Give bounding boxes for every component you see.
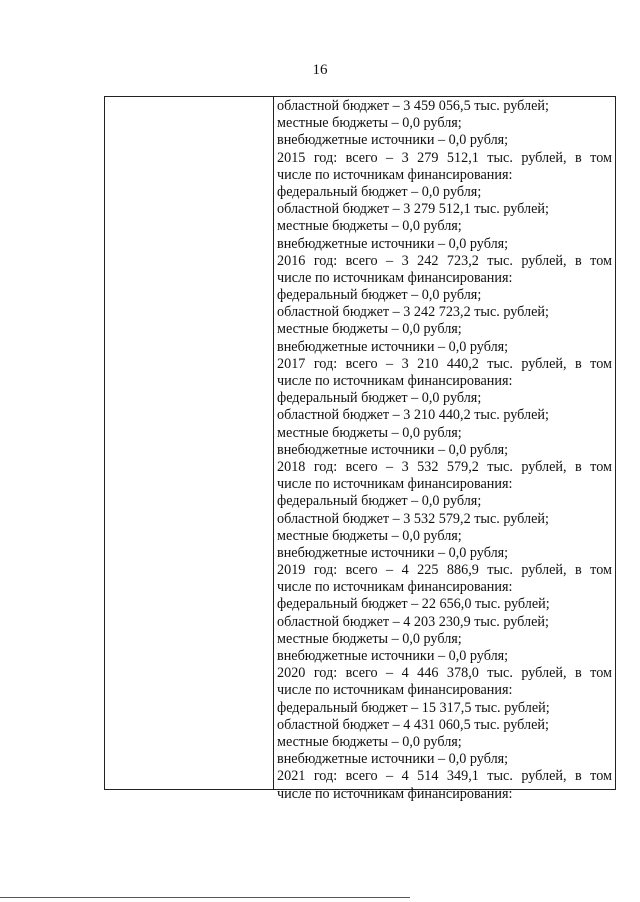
- funding-line: числе по источникам финансирования:: [277, 269, 513, 286]
- table-left-cell: [105, 97, 274, 789]
- funding-line: местные бюджеты – 0,0 рубля;: [277, 527, 462, 544]
- funding-line: областной бюджет – 4 431 060,5 тыс. рублей;: [277, 716, 549, 733]
- funding-line: внебюджетные источники – 0,0 рубля;: [277, 544, 509, 561]
- funding-line: 2021 год: всего – 4 514 349,1 тыс. рублей, в том: [277, 768, 612, 785]
- funding-line: внебюджетные источники – 0,0 рубля;: [277, 132, 509, 149]
- funding-line: числе по источникам финансирования:: [277, 373, 513, 389]
- funding-line: местные бюджеты – 0,0 рубля;: [277, 733, 462, 750]
- funding-line: федеральный бюджет – 0,0 рубля;: [277, 287, 482, 304]
- funding-line: числе по источникам финансирования:: [277, 682, 513, 699]
- funding-line: федеральный бюджет – 0,0 рубля;: [277, 183, 482, 200]
- funding-line: областной бюджет – 3 210 440,2 тыс. рублей;: [277, 407, 549, 424]
- funding-line: федеральный бюджет – 0,0 рубля;: [277, 390, 482, 407]
- funding-line: 2017 год: всего – 3 210 440,2 тыс. рублей, в том: [277, 355, 612, 372]
- funding-line: федеральный бюджет – 22 656,0 тыс. рублей;: [277, 596, 550, 613]
- funding-line: 2019 год: всего – 4 225 886,9 тыс. рублей, в том: [277, 562, 612, 579]
- funding-line: 2020 год: всего – 4 446 378,0 тыс. рублей, в том: [277, 665, 612, 682]
- funding-line: местные бюджеты – 0,0 рубля;: [277, 630, 462, 647]
- funding-line: 2016 год: всего – 3 242 723,2 тыс. рублей, в том: [277, 252, 612, 269]
- funding-line: местные бюджеты – 0,0 рубля;: [277, 218, 462, 235]
- funding-table: [104, 96, 616, 802]
- funding-line: числе по источникам финансирования:: [277, 785, 513, 802]
- funding-line: числе по источникам финансирования:: [277, 476, 513, 493]
- funding-line: областной бюджет – 3 279 512,1 тыс. рублей;: [277, 201, 549, 218]
- funding-line: внебюджетные источники – 0,0 рубля;: [277, 235, 509, 252]
- funding-line: местные бюджеты – 0,0 рубля;: [277, 321, 462, 338]
- funding-line: областной бюджет – 3 532 579,2 тыс. рублей;: [277, 510, 549, 527]
- funding-line: областной бюджет – 4 203 230,9 тыс. рублей;: [277, 613, 549, 630]
- funding-line: областной бюджет – 3 242 723,2 тыс. рублей;: [277, 304, 549, 321]
- funding-line: федеральный бюджет – 15 317,5 тыс. рублей;: [277, 699, 550, 716]
- funding-line: областной бюджет – 3 459 056,5 тыс. рублей;: [277, 98, 549, 114]
- footer-rule: [0, 897, 410, 898]
- funding-line: местные бюджеты – 0,0 рубля;: [277, 115, 462, 132]
- funding-line: внебюджетные источники – 0,0 рубля;: [277, 441, 509, 458]
- funding-line: местные бюджеты – 0,0 рубля;: [277, 424, 462, 441]
- funding-line: числе по источникам финансирования:: [277, 579, 513, 596]
- funding-line: внебюджетные источники – 0,0 рубля;: [277, 338, 509, 355]
- funding-line: 2018 год: всего – 3 532 579,2 тыс. рублей, в том: [277, 458, 612, 475]
- funding-line: числе по источникам финансирования:: [277, 166, 513, 183]
- table-right-cell: [277, 98, 612, 803]
- funding-line: внебюджетные источники – 0,0 рубля;: [277, 648, 509, 664]
- page-number: 16: [312, 62, 328, 78]
- funding-line: федеральный бюджет – 0,0 рубля;: [277, 493, 482, 510]
- funding-line: внебюджетные источники – 0,0 рубля;: [277, 751, 509, 768]
- funding-line: 2015 год: всего – 3 279 512,1 тыс. рублей, в том: [277, 149, 612, 166]
